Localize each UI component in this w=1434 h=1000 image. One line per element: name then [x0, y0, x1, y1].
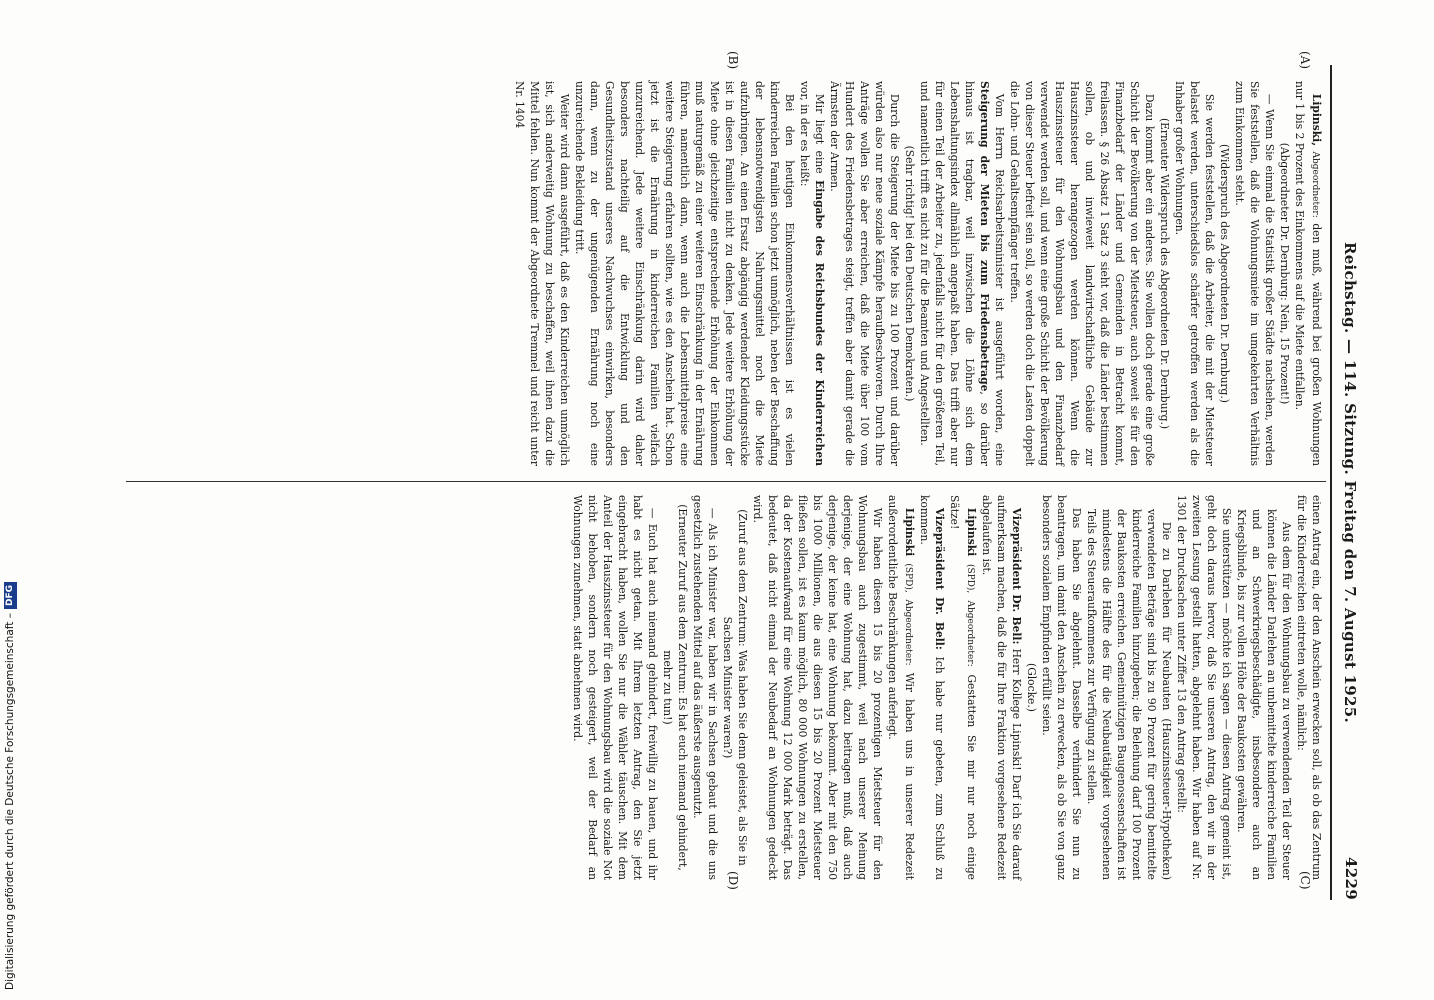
paragraph-text: Weiter wird dann ausgeführt, daß es den Kinderreichen unmöglich ist, sich anderweitig Wohnung zu beschaffen, weil ihnen dazu die Mittel fehlen. Nun kommt der Abgeordnete Tremmel und reicht unter Nr. 1404: [513, 81, 571, 466]
paragraph-text: Bei den heutigen Einkommensverhältnissen ist es vielen kinderreichen Familien schon jetzt unmöglich, neben der Beschaffung der lebensnotwendigsten Nahrungsmittel noch die Miete aufzubringen. An einen Ersatz abgängig werdender Kleidungsstücke ist in diesen Familien nicht zu denken. Jede weitere Erhöhung der Miete ohne gleichzeitige entsprechende Erhöhung der Einkommen muß naturgemäß zu einer weiteren Einschränkung in der Ernährung führen, namentlich dann, wenn auch die Lebensmittelpreise eine weitere Steigerung erfahren sollten, wie es den Anschein hat. Schon jetzt ist die Ernährung in kinderreichen Familien vielfach unzureichend. Jede weitere Einschränkung darin wird daher besonders nachteilig auf die Entwicklung und den Gesundheitszustand unseres Nachwuchses einwirken, besonders dann, wenn zu der ungenügenden Ernährung noch eine unzureichende Bekleidung tritt.: [573, 81, 796, 466]
right-column: [570, 495, 1324, 880]
paragraph-text: Das haben Sie abgelehnt. Dasselbe verhindert Sie nun zu beantragen, um damit den Anschein zu erwecken, als ob Sie von ganz besonders sozialem Empfinden erfüllt seien.: [1040, 495, 1083, 880]
paragraph-text: Sie werden feststellen, daß die Arbeiter, die mit der Mietsteuer belastet werden, unterschiedslos schärfer getroffen werden als die Inhaber großer Wohnungen.: [1173, 81, 1216, 466]
interjection: [902, 81, 917, 466]
speaker-name: Vizepräsident Dr. Bell:: [933, 507, 946, 650]
interjection: [1217, 81, 1232, 466]
speaker-name: Lipinski,: [1310, 93, 1323, 146]
paragraph: [1039, 495, 1084, 880]
paragraph: [947, 495, 979, 880]
quoted-paragraph: [1084, 495, 1174, 880]
paragraph-text: den muß, während bei großen Wohnungen nur 1 bis 2 Prozent des Einkommens auf die Miete entfallen.: [1293, 81, 1323, 467]
paragraph: [1174, 495, 1234, 880]
paragraph: [917, 495, 947, 880]
speaker-role: Abgeordneter:: [1310, 151, 1320, 218]
page-number: 4229: [1342, 857, 1360, 900]
speaker-role: (SPD), Abgeordneter:: [965, 563, 975, 667]
speaker-name: Lipinski: [903, 507, 916, 557]
paragraph-text: Herr Kollege Lipinski! Darf ich Sie darauf aufmerksam machen, daß die für Ihre Fraktion vorgesehene Redezeit abgelaufen ist.: [980, 495, 1023, 880]
paragraph-text: Die zu Darlehen für Neubauten (Hauszinssteuer-Hypotheken) verwendeten Beträge sind bis zu 90 Prozent für gering bemittelte kinderreiche Familien hinzugeben; die Beleihung darf 100 Prozent der Baukosten erreichen. Gemeinnützigen Baugenossenschaften ist mindestens die Hälfte des für die Neubautätigkeit vorgesehenen Teils des Steueraufkommens zur Verfügung zu stellen.: [1085, 509, 1173, 880]
margin-letter-d: (D): [726, 871, 740, 890]
interjection-text: (Sehr richtig! bei den Deutschen Demokraten.): [903, 145, 916, 402]
paragraph: [885, 495, 917, 880]
column-divider: [126, 481, 1326, 482]
interjection-text: (Abgeordneter Dr. Dernburg: Nein, 15 Prozent!): [1278, 142, 1291, 405]
header-rule: [1330, 65, 1332, 900]
paragraph: [1172, 81, 1217, 466]
paragraph-text: — Euch hat auch niemand gehindert, freiwillig zu bauen, und ihr habt es nicht getan. Mit Ihrem letzten Antrag, den Sie jetzt eingebracht haben, wollen Sie nur die Wähler täuschen. Mit dem Anteil der Hauszinssteuer für den Wohnungsbau wird die soziale Not nicht behoben, sondern noch gesteigert, weil der Bedarf an Wohnungen zunehmen, statt abnehmen wird.: [571, 495, 659, 880]
dfg-logo: DFG: [4, 582, 17, 609]
paragraph: [1007, 81, 1157, 466]
paragraph: [512, 81, 572, 466]
digitization-credit: [2, 585, 18, 990]
paragraph-text: Wir haben diesen 15 bis 20 prozentigen Mietsteuer für den Wohnungsbau auch zugestimmt, weil nach unserer Meinung derjenige, der eine Wohnung hat, dazu beitragen muß, daß auch derjenige, der keine hat, eine Wohnung bekommt. Aber mit den 750 bis 1000 Millionen, die aus diesen 15 bis 20 Prozent Mietsteuer fließen sollen, ist es kaum möglich, 80 000 Wohnungen zu erstellen, da der Kostenaufwand für eine Wohnung 12 000 Mark beträgt. Das bedeutet, daß nicht einmal der Neubedarf an Wohnungen gedeckt wird.: [751, 495, 884, 880]
paragraph-text: Aus dem für den Wohnungsbau zu verwendenden Teil der Steuer können die Länder Darlehen an unbemittelte kinderreiche Familien und an Schwerkriegsbeschädigte, insbesondere auch an Kriegsblinde, bis zur vollen Höhe der Baukosten gewähren.: [1235, 509, 1293, 880]
speaker-name: Vizepräsident Dr. Bell:: [1010, 507, 1023, 645]
paragraph-text: Wir haben uns in unserer Redezeit außerordentliche Beschränkungen auferlegt.: [886, 495, 916, 880]
margin-letter-c: (C): [1298, 871, 1312, 890]
paragraph: [570, 495, 660, 880]
speaker-role: (SPD), Abgeordneter:: [903, 563, 913, 666]
interjection: [660, 495, 690, 880]
paragraph-text: Dazu kommt aber ein anderes. Sie wollen doch gerade eine große Schicht der Bevölkerung von der Mietsteuer, auch soweit sie für den Finanzbedarf der Länder und Gemeinden in Betracht kommt, freilassen. § 26 Absatz 1 Satz 3 sieht vor, daß die Länder bestimmen sollen, ob und inwieweit landwirtschaftliche Gebäude zur Hauszinssteuer herangezogen werden können. Wenn die Hauszinssteuer für den Wohnungsbau und den Finanzbedarf verwendet werden soll, und wenn eine große Schicht der Bevölkerung von dieser Steuer befreit sein soll, so werden doch die Lasten doppelt die Lohn- und Gehaltsempfänger treffen.: [1008, 81, 1156, 466]
left-column: [512, 81, 1324, 466]
paragraph-text: Ich habe nur gebeten, zum Schluß zu kommen.: [918, 495, 946, 880]
quoted-paragraph: [1234, 495, 1294, 880]
interjection-text: (Zuruf aus dem Zentrum: Was haben Sie denn geleistet, als Sie in Sachsen Minister waren?): [721, 509, 749, 866]
speaker-name: Lipinski: [965, 507, 978, 557]
paragraph: [827, 81, 902, 466]
rotated-text-block: [110, 51, 1360, 900]
running-head: [1340, 65, 1360, 900]
margin-letter-a: (A): [1298, 51, 1312, 70]
paragraph: [1232, 81, 1277, 466]
paragraph: [690, 495, 720, 880]
paragraph-text: — Wenn Sie einmal die Statistik großer Städte nachsehen, werden Sie feststellen, daß die Wohnungsmiete im umgekehrten Verhältnis zum Einkommen steht.: [1233, 81, 1276, 466]
interjection-text: (Erneuter Widerspruch des Abgeordneten Dr. Dernburg.): [1158, 117, 1171, 430]
paragraph-text: Durch die Steigerung der Miete bis zu 100 Prozent und darüber würden also nur neue soziale Kämpfe heraufbeschworen. Durch Ihre Anträge wollen Sie aber erreichen, daß die Miete über 100 vom Hundert des Friedensbetrages steigt, treffen aber damit gerade die Ärmsten der Armen.: [828, 81, 901, 466]
paragraph-text: einen Antrag ein, der den Anschein erwecken soll, als ob das Zentrum für die Kinderreichen eintreten wolle, nämlich:: [1295, 495, 1323, 880]
paragraph: [1292, 81, 1324, 466]
paragraph-text: vor, in der es heißt:: [798, 81, 811, 187]
paragraph-text: Mir liegt eine: [813, 93, 826, 181]
paragraph: [1294, 495, 1324, 880]
paragraph: [750, 495, 885, 880]
paragraph: [797, 81, 827, 466]
footer-strip: [0, 0, 30, 1000]
paragraph: [979, 495, 1024, 880]
interjection-text: (Erneuter Zuruf aus dem Zentrum: Es hat euch niemand gehindert, mehr zu tun!): [661, 504, 689, 871]
emphasized-text: Steigerung der Mieten bis zum Friedensbetrage: [978, 81, 991, 392]
interjection-text: (Glocke.): [1025, 663, 1038, 712]
emphasized-text: Eingabe des Reichsbundes der Kinderreichen: [813, 180, 826, 466]
paragraph-text: Vom Herrn Reichsarbeitsminister ist ausgeführt worden, eine: [993, 93, 1006, 466]
interjection-text: (Widerspruch des Abgeordneten Dr. Dernburg.): [1218, 144, 1231, 403]
interjection: [1024, 495, 1039, 880]
margin-letter-b: (B): [726, 51, 740, 70]
interjection: [720, 495, 750, 880]
credit-text: Digitalisierung gefördert durch die Deutsche Forschungsgemeinschaft –: [4, 613, 16, 990]
paragraph: [572, 81, 797, 466]
paragraph-text: , so darüber hinaus ist tragbar, weil inzwischen die Löhne sich dem Lebenshaltungsindex allmählich angepaßt haben. Das trifft aber nur für einen Teil der Arbeiter zu, jedenfalls nicht für den größeren Teil, und namentlich trifft es nicht zu für die Beamten und Angestellten.: [918, 81, 991, 467]
paragraph-text: Gestatten Sie mir nur noch einige Sätze!: [948, 495, 978, 880]
paragraph-text: — Als ich Minister war, haben wir in Sachsen gebaut und die uns gesetzlich zustehenden Mittel auf das äußerste ausgenutzt.: [691, 495, 719, 880]
paragraph: [917, 81, 1007, 466]
interjection: [1157, 81, 1172, 466]
paragraph-text: Sie unterstützen — möchte ich sagen — diesen Antrag gemeint ist, geht doch daraus hervor, daß Sie unseren Antrag, den wir in der zweiten Lesung gestellt hatten, abgelehnt haben. Wir haben auf Nr. 1301 der Drucksachen unter Ziffer 13 den Antrag gestellt:: [1175, 495, 1233, 880]
running-head-title: Reichstag. — 114. Sitzung. Freitag den 7. August 1925.: [1341, 241, 1359, 724]
interjection: [1277, 81, 1292, 466]
